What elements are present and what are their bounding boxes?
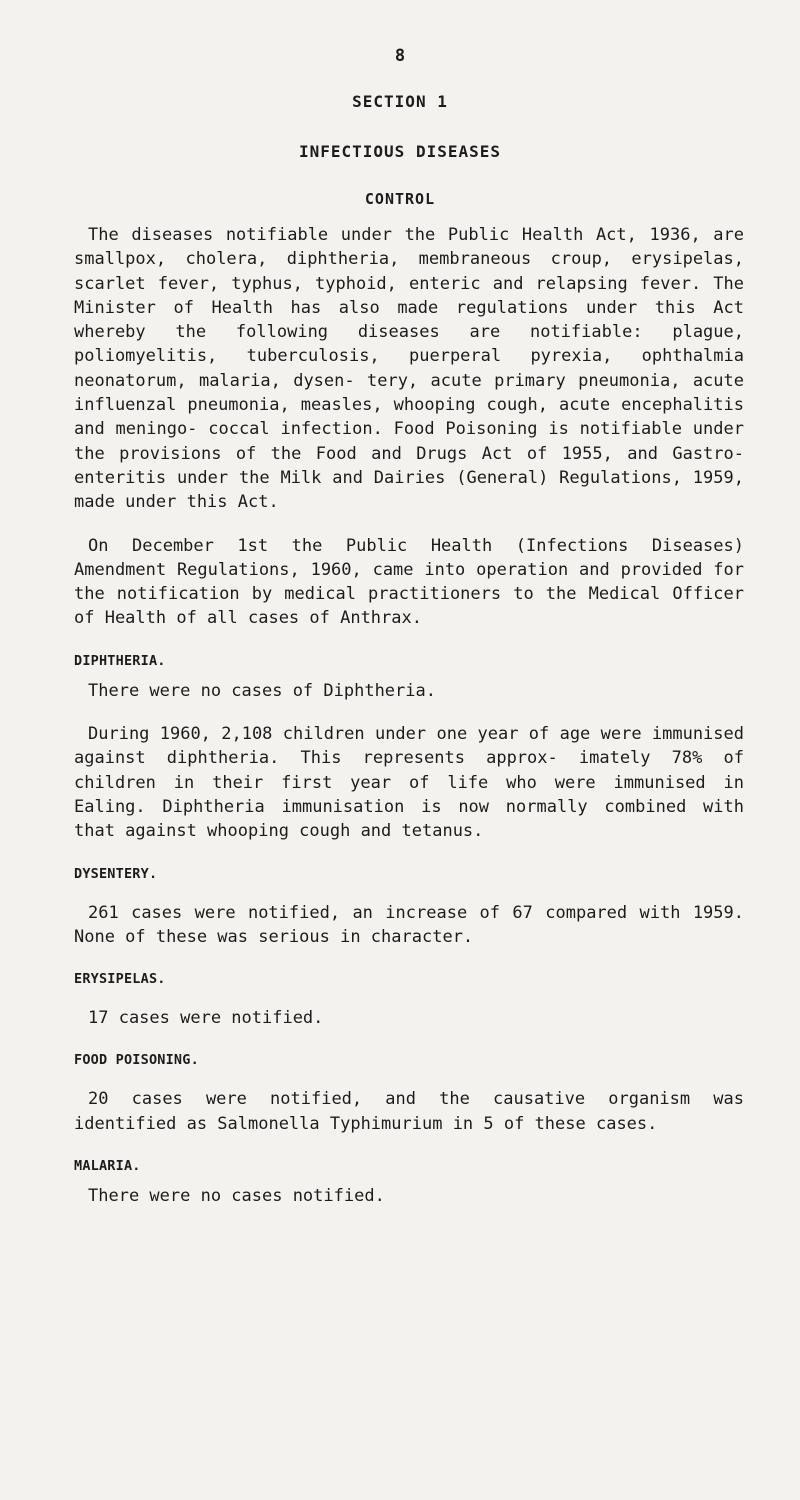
document-body	[74, 223, 744, 1208]
food-poisoning-paragraph: 20 cases were notified, and the causative organism was identified as Salmonella Typhimurium in 5 of these cases.	[74, 1089, 744, 1134]
dysentery-heading: DYSENTERY.	[74, 865, 158, 882]
section-title: SECTION 1	[352, 92, 448, 111]
erysipelas-paragraph: 17 cases were notified.	[88, 1008, 324, 1029]
diphtheria-paragraph-2: During 1960, 2,108 children under one year of age were immunised against diphtheria. This represents approx- imately 78% of children in their first year of life who were immunised in Ealing. Diphtheria immunisation is now normally combined with that against whooping cough and tetanus.	[74, 724, 744, 842]
main-title: INFECTIOUS DISEASES	[298, 142, 502, 161]
page-number: 8	[394, 46, 406, 66]
dysentery-paragraph: 261 cases were notified, an increase of 67 compared with 1959. None of these was serious in character.	[74, 902, 744, 947]
control-paragraph-1: The diseases notifiable under the Public Health Act, 1936, are smallpox, cholera, diphtheria, membraneous croup, erysipelas, scarlet fever, typhus, typhoid, enteric and relapsing fever. The Minister of Health has also made regulations under this Act whereby the following diseases are notifiable: plague, poliomyelitis, tuberculosis, puerperal pyrexia, ophthalmia neonatorum, malaria, dysen- tery, acute primary pneumonia, acute influenzal pneumonia, measles, whooping cough, acute encephalitis and meningo- coccal infection. Food Poisoning is notifiable under the provisions of the Food and Drugs Act of 1955, and Gastro- enteritis under the Milk and Dairies (General) Regulations, 1959, made under this Act.	[74, 225, 744, 513]
control-paragraph-2: On December 1st the Public Health (Infections Diseases) Amendment Regulations, 1960, came into operation and provided for the notification by medical practitioners to the Medical Officer of Health of all cases of Anthrax.	[74, 535, 744, 629]
erysipelas-heading: ERYSIPELAS.	[74, 971, 166, 988]
sub-title: CONTROL	[364, 190, 436, 208]
food-poisoning-heading: FOOD POISONING.	[74, 1052, 199, 1069]
malaria-heading: MALARIA.	[74, 1158, 141, 1175]
diphtheria-heading: DIPHTHERIA.	[74, 652, 166, 669]
malaria-paragraph: There were no cases notified.	[88, 1186, 385, 1207]
diphtheria-paragraph-1: There were no cases of Diphtheria.	[88, 680, 436, 701]
